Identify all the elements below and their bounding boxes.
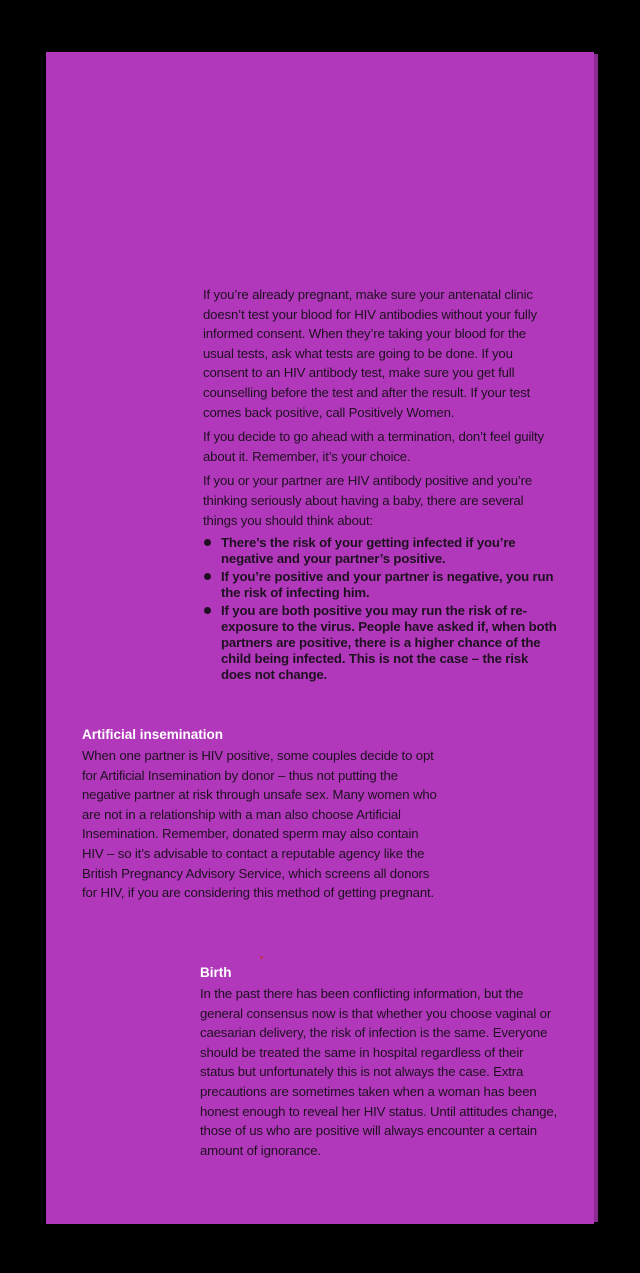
bullet-icon [204,607,211,614]
ink-speck [260,956,263,959]
list-item [203,535,558,567]
intro-paragraph-pregnant: If you’re already pregnant, make sure your antenatal clinic doesn’t test your blood for HIV antibodies without your fully informed consent. When they’re taking your blood for the usual tests, ask what tests are going to be done. If you consent to an HIV antibody test, make sure you get full counselling before the test and after the result. If your test comes back positive, call Positively Women. [203,287,537,420]
list-item [203,569,558,601]
intro-section [203,285,558,685]
bullet-icon [204,573,211,580]
list-item [203,603,558,683]
risk-bullet-list [203,535,558,683]
bullet-icon [204,539,211,546]
intro-paragraph-termination: If you decide to go ahead with a termination, don’t feel guilty about it. Remember, it’s your choice. [203,429,544,464]
intro-paragraph-partner: If you or your partner are HIV antibody positive and you’re thinking seriously about having a baby, there are several things you should think about: [203,473,533,528]
section-heading-birth: Birth [200,965,232,980]
birth-body: In the past there has been conflicting information, but the general consensus now is that whether you choose vaginal or caesarian delivery, the risk of infection is the same. Everyone should be treated the same in hospital regardless of their status but unfortunately this is not always the case. Extra precautions are sometimes taken when a woman has been honest enough to reveal her HIV status. Until attitudes change, those of us who are positive will always encounter a certain amount of ignorance. [200,986,558,1158]
bullet-text: If you are both positive you may run the risk of re-exposure to the virus. People have asked if, when both partners are positive, there is a higher chance of the child being infected. This is not the case – the risk does not change. [221,603,557,683]
page-edge [594,54,598,1222]
artificial-insemination-section [82,726,442,908]
bullet-text: If you’re positive and your partner is negative, you run the risk of infecting him. [221,569,554,601]
leaflet-page [46,52,594,1224]
birth-section [200,964,560,1165]
artificial-insemination-body: When one partner is HIV positive, some couples decide to opt for Artificial Insemination by donor – thus not putting the negative partner at risk through unsafe sex. Many women who are not in a relationship with a man also choose Artificial Insemination. Remember, donated sperm may also contain HIV – so it’s advisable to contact a reputable agency like the British Pregnancy Advisory Service, which screens all donors for HIV, if you are considering this method of getting pregnant. [82,748,437,901]
section-heading-artificial-insemination: Artificial insemination [82,727,224,742]
bullet-text: There’s the risk of your getting infected if you’re negative and your partner’s positive. [221,535,516,567]
